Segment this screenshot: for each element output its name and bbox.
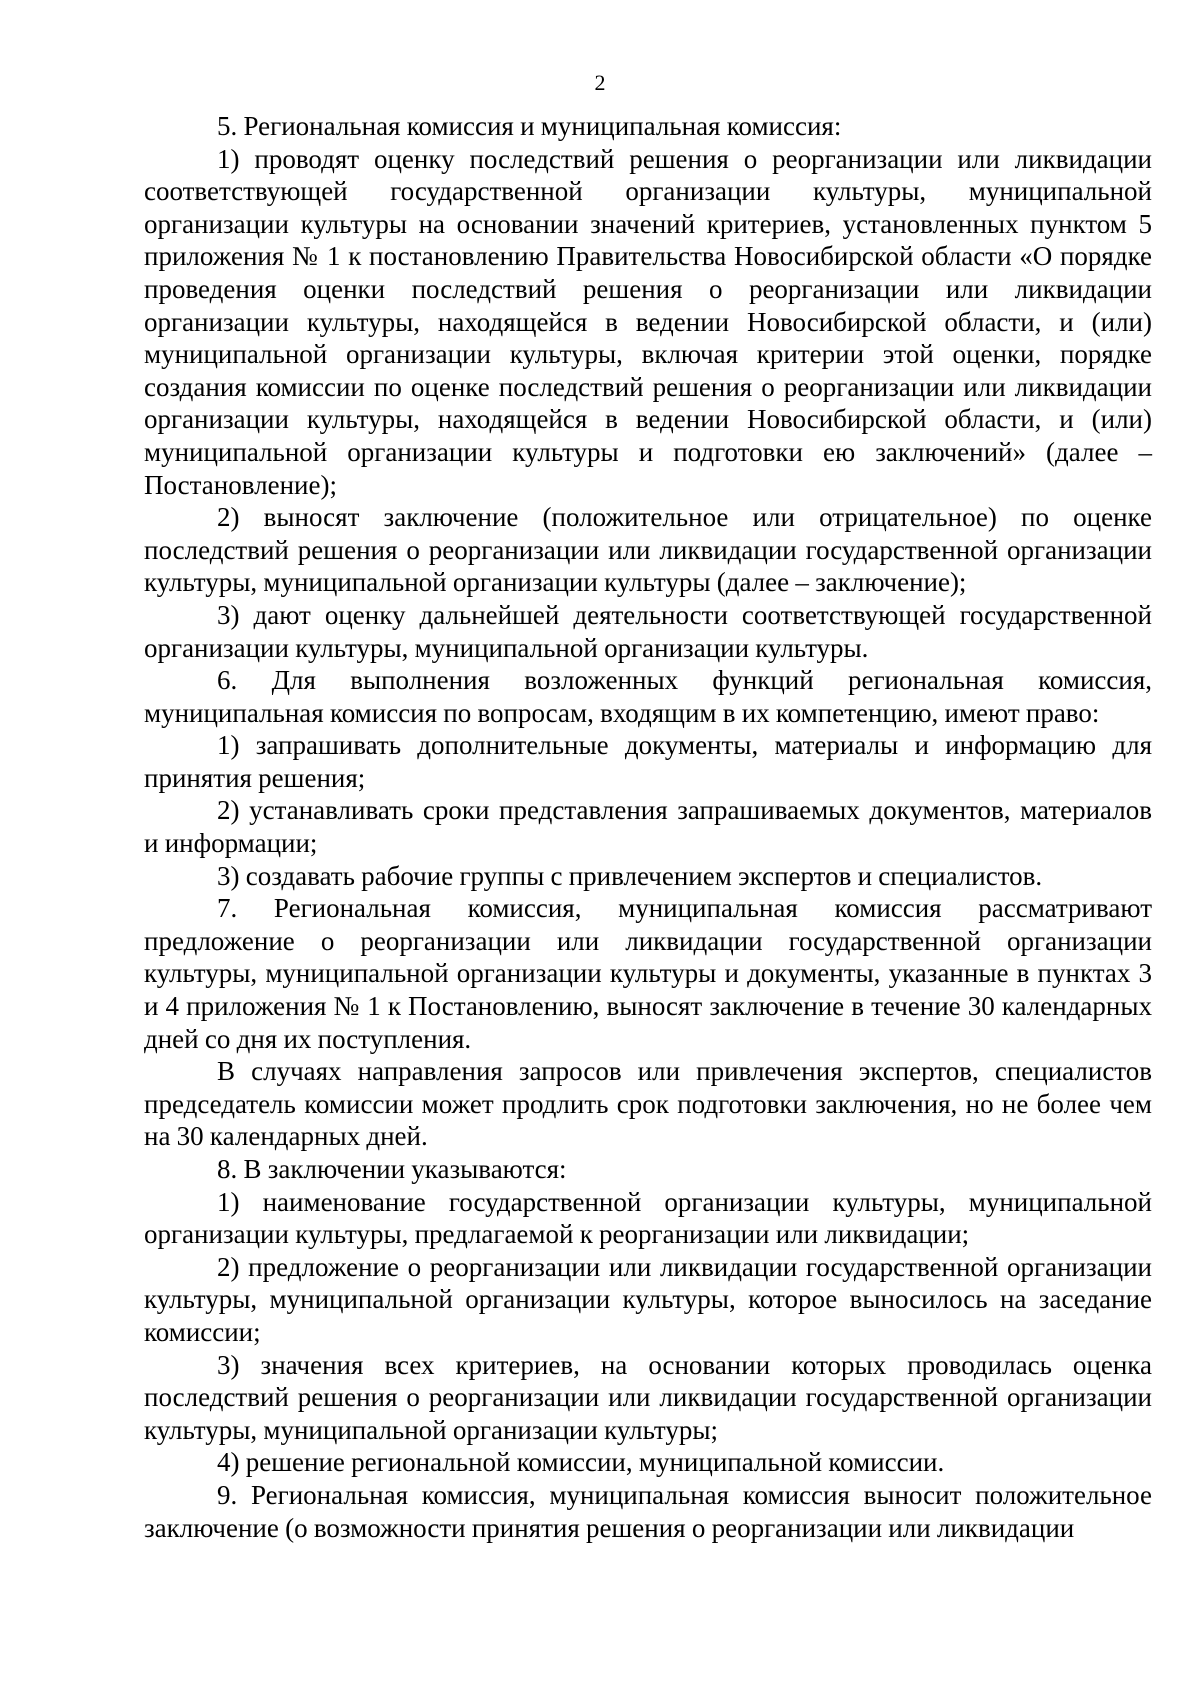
paragraph-8-item-1: 1) наименование государственной организации культуры, муниципальной организации культуры, предлагаемой к реорганизации или ликвидации;: [144, 1186, 1152, 1250]
paragraph-6-item-1: 1) запрашивать дополнительные документы, материалы и информацию для принятия решения;: [144, 730, 1152, 793]
paragraph-6-item-2: 2) устанавливать сроки представления запрашиваемых документов, материалов и информации;: [144, 795, 1152, 859]
paragraph-8-item-2: 2) предложение о реорганизации или ликвидации государственной организации культуры, муниципальной организации культуры, которое выносилось на заседание комиссии;: [144, 1251, 1152, 1347]
paragraph-5-item-2: 2) выносят заключение (положительное или отрицательное) по оценке последствий решения о реорганизации или ликвидации государственной организации культуры, муниципальной организации культуры (далее – заключение);: [144, 502, 1152, 598]
paragraph-8-item-3: 3) значения всех критериев, на основании которых проводилась оценка последствий решения о реорганизации или ликвидации государственной организации культуры, муниципальной организации культуры;: [144, 1349, 1152, 1445]
paragraph-6-heading: 6. Для выполнения возложенных функций региональная комиссия, муниципальная комиссия по вопросам, входящим в их компетенцию, имеют право:: [144, 665, 1152, 728]
paragraph-7-continuation: В случаях направления запросов или привлечения экспертов, специалистов председатель комиссии может продлить срок подготовки заключения, но не более чем на 30 календарных дней.: [144, 1056, 1152, 1152]
paragraph-9: 9. Региональная комиссия, муниципальная комиссия выносит положительное заключение (о возможности принятия решения о реорганизации или ликвидации: [144, 1479, 1152, 1543]
paragraph-5-item-1: 1) проводят оценку последствий решения о реорганизации или ликвидации соответствующей государственной организации культуры, муниципальной организации культуры на основании значений критериев, установленных пунктом 5 приложения № 1 к постановлению Правительства Новосибирской области «О порядке проведения оценки последствий решения о реорганизации или ликвидации организации культуры, находящейся в ведении Новосибирской области, и (или) муниципальной организации культуры, включая критерии этой оценки, порядке создания комиссии по оценке последствий решения о реорганизации или ликвидации организации культуры, находящейся в ведении Новосибирской области, и (или) муниципальной организации культуры и подготовки ею заключений» (далее – Постановление);: [144, 143, 1152, 500]
paragraph-5-item-3: 3) дают оценку дальнейшей деятельности соответствующей государственной организации культуры, муниципальной организации культуры.: [144, 599, 1152, 663]
paragraph-6-item-3: 3) создавать рабочие группы с привлечением экспертов и специалистов.: [217, 860, 1043, 891]
paragraph-8-item-4: 4) решение региональной комиссии, муниципальной комиссии.: [217, 1447, 945, 1478]
document-body: [144, 110, 1152, 1544]
page-number: 2: [594, 70, 606, 95]
paragraph-5-heading: 5. Региональная комиссия и муниципальная комиссия:: [217, 111, 842, 141]
paragraph-7: 7. Региональная комиссия, муниципальная комиссия рассматривают предложение о реорганизации или ликвидации государственной организации культуры, муниципальной организации культуры и документы, указанные в пунктах 3 и 4 приложения № 1 к Постановлению, выносят заключение в течение 30 календарных дней со дня их поступления.: [144, 893, 1152, 1054]
paragraph-8-heading: 8. В заключении указываются:: [217, 1154, 567, 1184]
